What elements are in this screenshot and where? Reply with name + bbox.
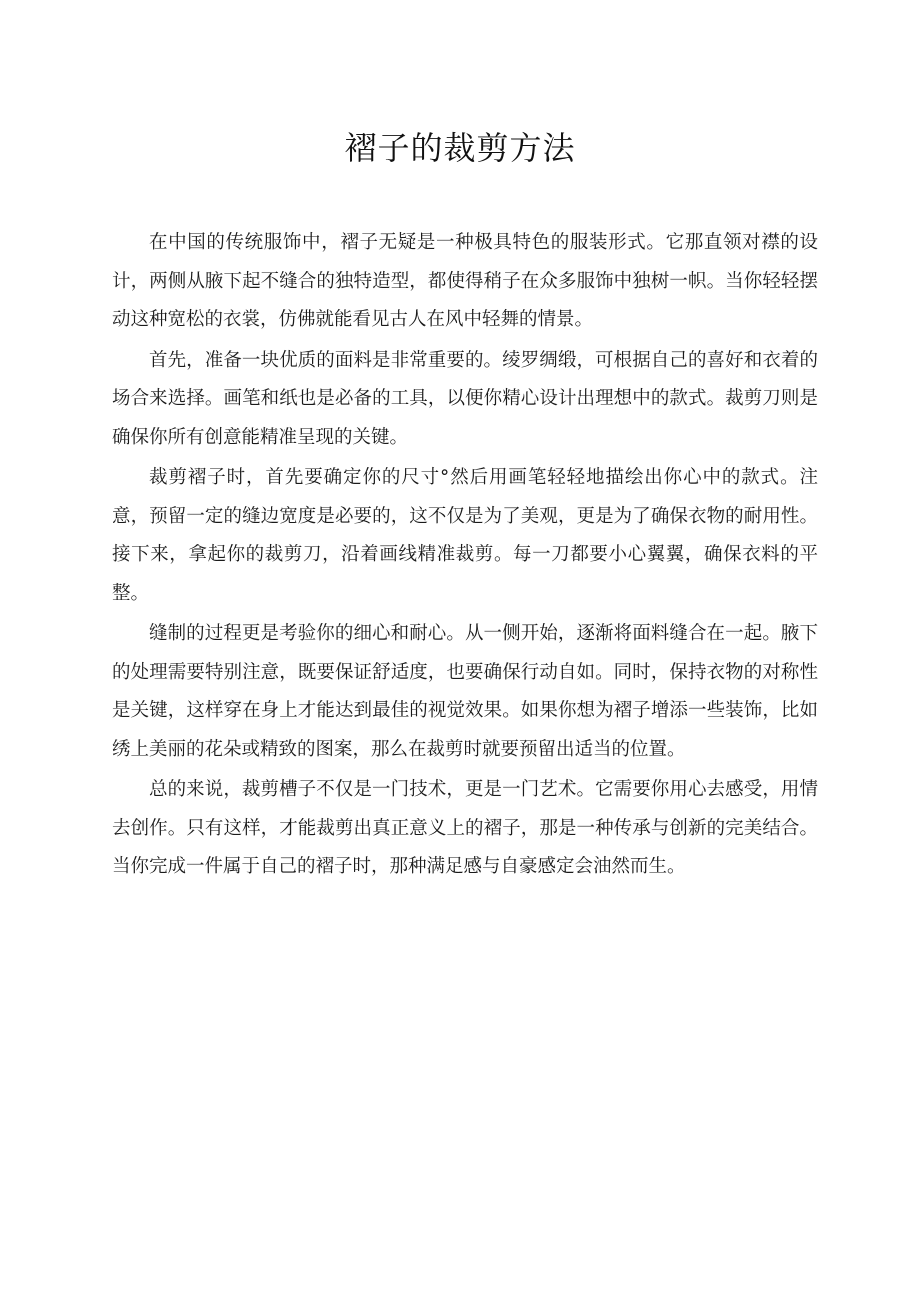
paragraph-cutting: 裁剪褶子时，首先要确定你的尺寸°然后用画笔轻轻地描绘出你心中的款式。注意，预留一定的缝边宽度是必要的，这不仅是为了美观，更是为了确保衣物的耐用性。接下来，拿起你的裁剪刀，沿着画线精准裁剪。每一刀都要小心翼翼，确保衣料的平整。 — [112, 467, 818, 604]
document-body — [112, 224, 818, 889]
page-title: 褶子的裁剪方法 — [344, 129, 576, 167]
paragraph-sewing: 缝制的过程更是考验你的细心和耐心。从一侧开始，逐渐将面料缝合在一起。腋下的处理需要特别注意，既要保证舒适度，也要确保行动自如。同时，保持衣物的对称性是关键，这样穿在身上才能达到最佳的视觉效果。如果你想为褶子增添一些装饰，比如绣上美丽的花朵或精致的图案，那么在裁剪时就要预留出适当的位置。 — [112, 623, 818, 760]
paragraph-conclusion: 总的来说，裁剪槽子不仅是一门技术，更是一门艺术。它需要你用心去感受，用情去创作。只有这样，才能裁剪出真正意义上的褶子，那是一种传承与创新的完美结合。当你完成一件属于自己的褶子时，那种满足感与自豪感定会油然而生。 — [112, 779, 818, 877]
paragraph-intro: 在中国的传统服饰中，褶子无疑是一种极具特色的服装形式。它那直领对襟的设计，两侧从腋下起不缝合的独特造型，都使得稍子在众多服饰中独树一帜。当你轻轻摆动这种宽松的衣裳，仿佛就能看见古人在风中轻舞的情景。 — [112, 232, 818, 330]
paragraph-materials: 首先，准备一块优质的面料是非常重要的。绫罗绸缎，可根据自己的喜好和衣着的场合来选择。画笔和纸也是必备的工具，以便你精心设计出理想中的款式。裁剪刀则是确保你所有创意能精准呈现的关键。 — [112, 349, 818, 448]
